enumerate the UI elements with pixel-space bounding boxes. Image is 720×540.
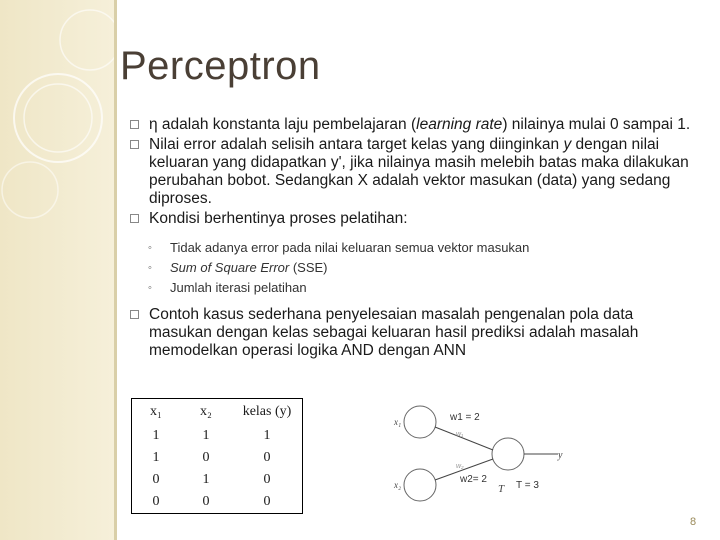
column-header: x₂ <box>200 404 212 419</box>
sub-item <box>130 238 700 258</box>
table-cell: 0 <box>152 494 160 509</box>
label-threshold-value: T = 3 <box>516 480 539 491</box>
table-cell: 0 <box>263 494 271 509</box>
bullet-text: Nilai error adalah selisih antara target kelas yang diinginkan <box>149 136 564 153</box>
bullet-eta <box>130 116 700 134</box>
output-node <box>492 438 524 470</box>
bullet-marker-icon <box>130 214 139 223</box>
label-y: y <box>558 450 563 461</box>
and-truth-table <box>131 398 303 514</box>
table-row <box>132 447 303 469</box>
column-header: kelas (y) <box>242 404 292 419</box>
table-cell: 1 <box>152 450 160 465</box>
bullet-marker-icon <box>130 140 139 149</box>
perceptron-diagram <box>388 396 588 506</box>
slide-title: Perceptron <box>120 44 321 88</box>
label-threshold-symbol: T <box>498 483 505 495</box>
sub-item <box>130 258 700 278</box>
bullet-emphasis: learning rate <box>416 116 503 133</box>
table-cell: 1 <box>152 428 160 443</box>
sub-item-text: Tidak adanya error pada nilai keluaran semua vektor masukan <box>170 240 530 255</box>
sub-item-emphasis: Sum of Square Error <box>170 260 290 275</box>
bullet-text: dengan nilai keluaran yang didapatkan y', jika nilainya masih melebih batas maka dilakukan perubahan bobot. Sedangkan X adalah vektor masukan (data) yang sedang diproses. <box>149 136 689 207</box>
table-row <box>132 469 303 491</box>
label-x2: x₂ <box>394 480 402 490</box>
bullet-text: Contoh kasus sederhana penyelesaian masalah pengenalan pola data masukan dengan kelas sebagai keluaran hasil prediksi adalah masalah memodelkan operasi logika AND dengan ANN <box>149 306 639 359</box>
table-cell: 1 <box>263 428 271 443</box>
bullet-marker-icon <box>130 120 139 129</box>
label-w2-value: w2= 2 <box>460 474 487 485</box>
sub-item-text: (SSE) <box>289 260 328 275</box>
table-cell: 1 <box>202 472 210 487</box>
label-w2-symbol: w₂ <box>456 463 464 470</box>
table-cell: 0 <box>202 494 210 509</box>
circle-bullet-icon: ◦ <box>148 262 152 274</box>
circle-bullet-icon: ◦ <box>148 282 152 294</box>
label-w1-value: w1 = 2 <box>450 412 480 423</box>
bullet-error <box>130 136 700 208</box>
sub-item <box>130 278 700 298</box>
table-cell: 0 <box>152 472 160 487</box>
input-node-x2 <box>404 469 436 501</box>
table-row <box>132 425 303 447</box>
bullet-example <box>130 306 700 360</box>
input-node-x1 <box>404 406 436 438</box>
bullet-text: η adalah konstanta laju pembelajaran ( <box>149 116 417 133</box>
page-number: 8 <box>690 516 697 528</box>
decorative-circles <box>0 0 117 220</box>
sidebar-decoration <box>0 0 117 540</box>
sub-item-text: Jumlah iterasi pelatihan <box>170 280 307 295</box>
circle-bullet-icon: ◦ <box>148 242 152 254</box>
table-row <box>132 491 303 514</box>
bullet-stop-condition <box>130 210 700 228</box>
bullet-marker-icon <box>130 310 139 319</box>
table-cell: 0 <box>263 472 271 487</box>
bullet-text: ) nilainya mulai 0 sampai 1. <box>502 116 691 133</box>
table-cell: 0 <box>263 450 271 465</box>
bullet-emphasis: y <box>563 136 572 153</box>
label-w1-symbol: w₁ <box>456 431 464 438</box>
table-header-row <box>132 399 303 426</box>
label-x1: x₁ <box>394 417 402 427</box>
bullet-text: Kondisi berhentinya proses pelatihan: <box>149 210 408 227</box>
bullet-list <box>130 116 700 362</box>
edge-w1 <box>435 427 493 450</box>
table-cell: 1 <box>202 428 210 443</box>
table-cell: 0 <box>202 450 210 465</box>
column-header: x₁ <box>150 404 162 419</box>
